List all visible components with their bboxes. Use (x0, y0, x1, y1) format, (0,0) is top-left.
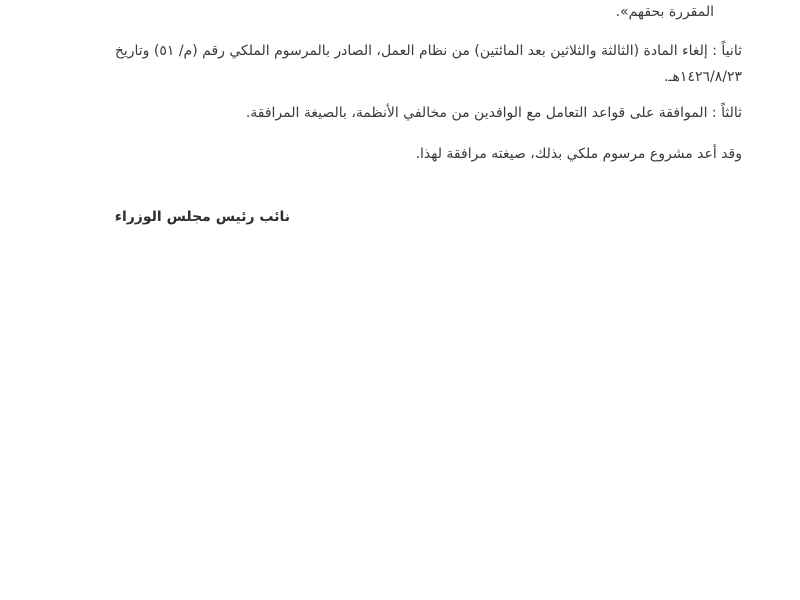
paragraph-closing: وقد أعد مشروع مرسوم ملكي بذلك، صيغته مرافقة لهذا. (415, 146, 742, 162)
signature-title: نائب رئيس مجلس الوزراء (114, 209, 290, 225)
paragraph-continuation: المقررة بحقهم». (615, 4, 714, 20)
paragraph-third: ثالثاً : الموافقة على قواعد التعامل مع الوافدين من مخالفي الأنظمة، بالصيغة المرافقة. (245, 105, 742, 121)
paragraph-second: ثانياً : إلغاء المادة (الثالثة والثلاثين بعد المائتين) من نظام العمل، الصادر بالمرسوم الملكي رقم (م/ ٥١) وتاريخ ١٤٢٦/٨/٢٣هـ. (114, 43, 742, 85)
